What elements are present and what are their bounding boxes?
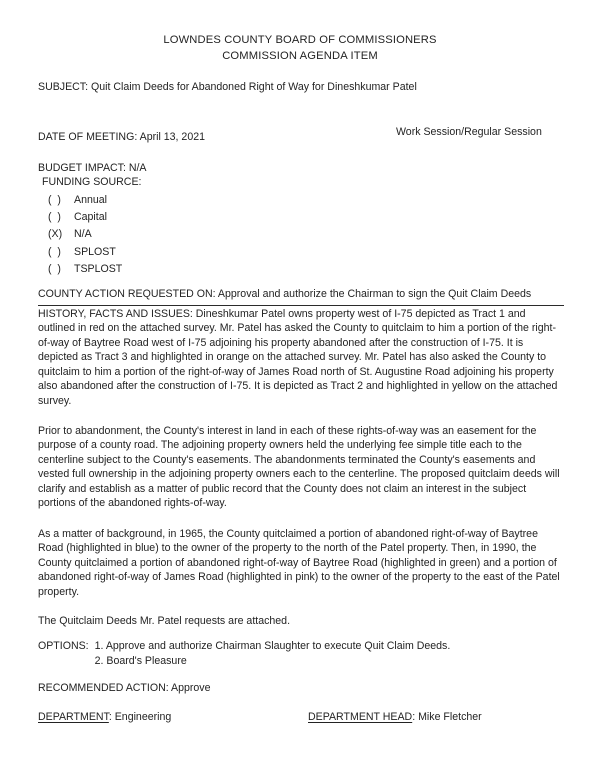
- department-head-separator: :: [412, 711, 419, 723]
- checkbox-tsplost[interactable]: ( ): [48, 262, 61, 275]
- department-separator: :: [108, 711, 115, 723]
- history-paragraph-1: HISTORY, FACTS AND ISSUES: Dineshkumar Patel owns property west of I-75 depicted as Tract 1 and outlined in red on the attached survey. Mr. Patel has asked the County to quitclaim to him a portion of the right-of-way of Baytree Road west of I-75 adjoining his property abandoned after the construction of I-75. It is depicted as Tract 3 and highlighted in orange on the attached survey. Mr. Patel has also asked the County to quitclaim to him a portion of the right-of-way of James Road north of St. Augustine Road adjoining his property also abandoned after the construction of I-75. It is depicted as Tract 2 and highlighted in yellow on the attached survey.: [38, 308, 558, 407]
- funding-source-options: [48, 192, 122, 278]
- document-header: [0, 33, 600, 64]
- checkbox-annual[interactable]: ( ): [48, 194, 61, 206]
- funding-option-na[interactable]: [48, 226, 122, 243]
- department-label: DEPARTMENT: [38, 711, 109, 723]
- budget-impact-field: BUDGET IMPACT: N/A: [38, 162, 147, 174]
- options-section: [38, 639, 450, 668]
- funding-option-label: TSPLOST: [74, 262, 123, 275]
- checkbox-splost[interactable]: ( ): [48, 245, 61, 258]
- options-row: [38, 639, 450, 668]
- date-of-meeting-field: DATE OF MEETING: April 13, 2021: [38, 131, 206, 143]
- subject-field: SUBJECT: Quit Claim Deeds for Abandoned Right of Way for Dineshkumar Patel: [38, 81, 417, 93]
- recommended-action-field: RECOMMENDED ACTION: Approve: [38, 682, 211, 694]
- funding-option-tsplost[interactable]: [48, 261, 122, 278]
- header-line-2: COMMISSION AGENDA ITEM: [222, 49, 378, 62]
- header-line-1: LOWNDES COUNTY BOARD OF COMMISSIONERS: [163, 34, 437, 46]
- department-head-field: [308, 710, 482, 725]
- history-paragraph-3: As a matter of background, in 1965, the County quitclaimed a portion of abandoned right-of-way of Baytree Road (highlighted in blue) to the owner of the property to the north of the Patel property. Then, in 1990, the County quitclaimed a portion of abandoned right-of-way of Baytree Road (highlighted in green) and a portion of abandoned right-of-way of James Road (highlighted in pink) to the owner of the property to the east of the Patel property.: [38, 528, 560, 598]
- history-paragraph-4: The Quitclaim Deeds Mr. Patel requests are attached.: [38, 615, 291, 627]
- county-action-requested: COUNTY ACTION REQUESTED ON: Approval and authorize the Chairman to sign the Quit Claim Deeds: [38, 287, 564, 306]
- funding-option-label: Annual: [74, 194, 107, 206]
- checkbox-na-checked[interactable]: (X): [48, 228, 63, 241]
- department-head-value: Mike Fletcher: [418, 711, 482, 723]
- funding-option-capital[interactable]: [48, 209, 122, 226]
- options-label: OPTIONS:: [38, 640, 89, 652]
- checkbox-capital[interactable]: ( ): [48, 211, 61, 224]
- department-head-label: DEPARTMENT HEAD: [308, 711, 413, 723]
- department-field: [38, 710, 171, 725]
- funding-option-label: Capital: [74, 211, 107, 224]
- options-item-2[interactable]: 2. Board's Pleasure: [94, 654, 187, 667]
- history-paragraph-2: Prior to abandonment, the County's interest in land in each of these rights-of-way was an easement for the purpose of a county road. The adjoining property owners held the underlying fee simple title each to the centerline subject to the County's easements. The abandonments terminated the County's easements and vested full ownership in the adjoining property owners each to the centerline. The proposed quitclaim deeds will clarify and establish as a matter of public record that the County does not claim an interest in the subject portions of the abandoned rights-of-way.: [38, 425, 560, 510]
- funding-option-label: SPLOST: [74, 245, 116, 258]
- session-type-label: Work Session/Regular Session: [396, 126, 542, 138]
- options-list: [95, 639, 451, 668]
- funding-option-splost[interactable]: [48, 244, 122, 261]
- funding-option-annual[interactable]: [48, 192, 122, 209]
- funding-option-label: N/A: [74, 228, 92, 241]
- options-item-1[interactable]: 1. Approve and authorize Chairman Slaughter to execute Quit Claim Deeds.: [94, 640, 451, 652]
- funding-source-label: FUNDING SOURCE:: [42, 176, 142, 188]
- department-value: Engineering: [114, 711, 172, 723]
